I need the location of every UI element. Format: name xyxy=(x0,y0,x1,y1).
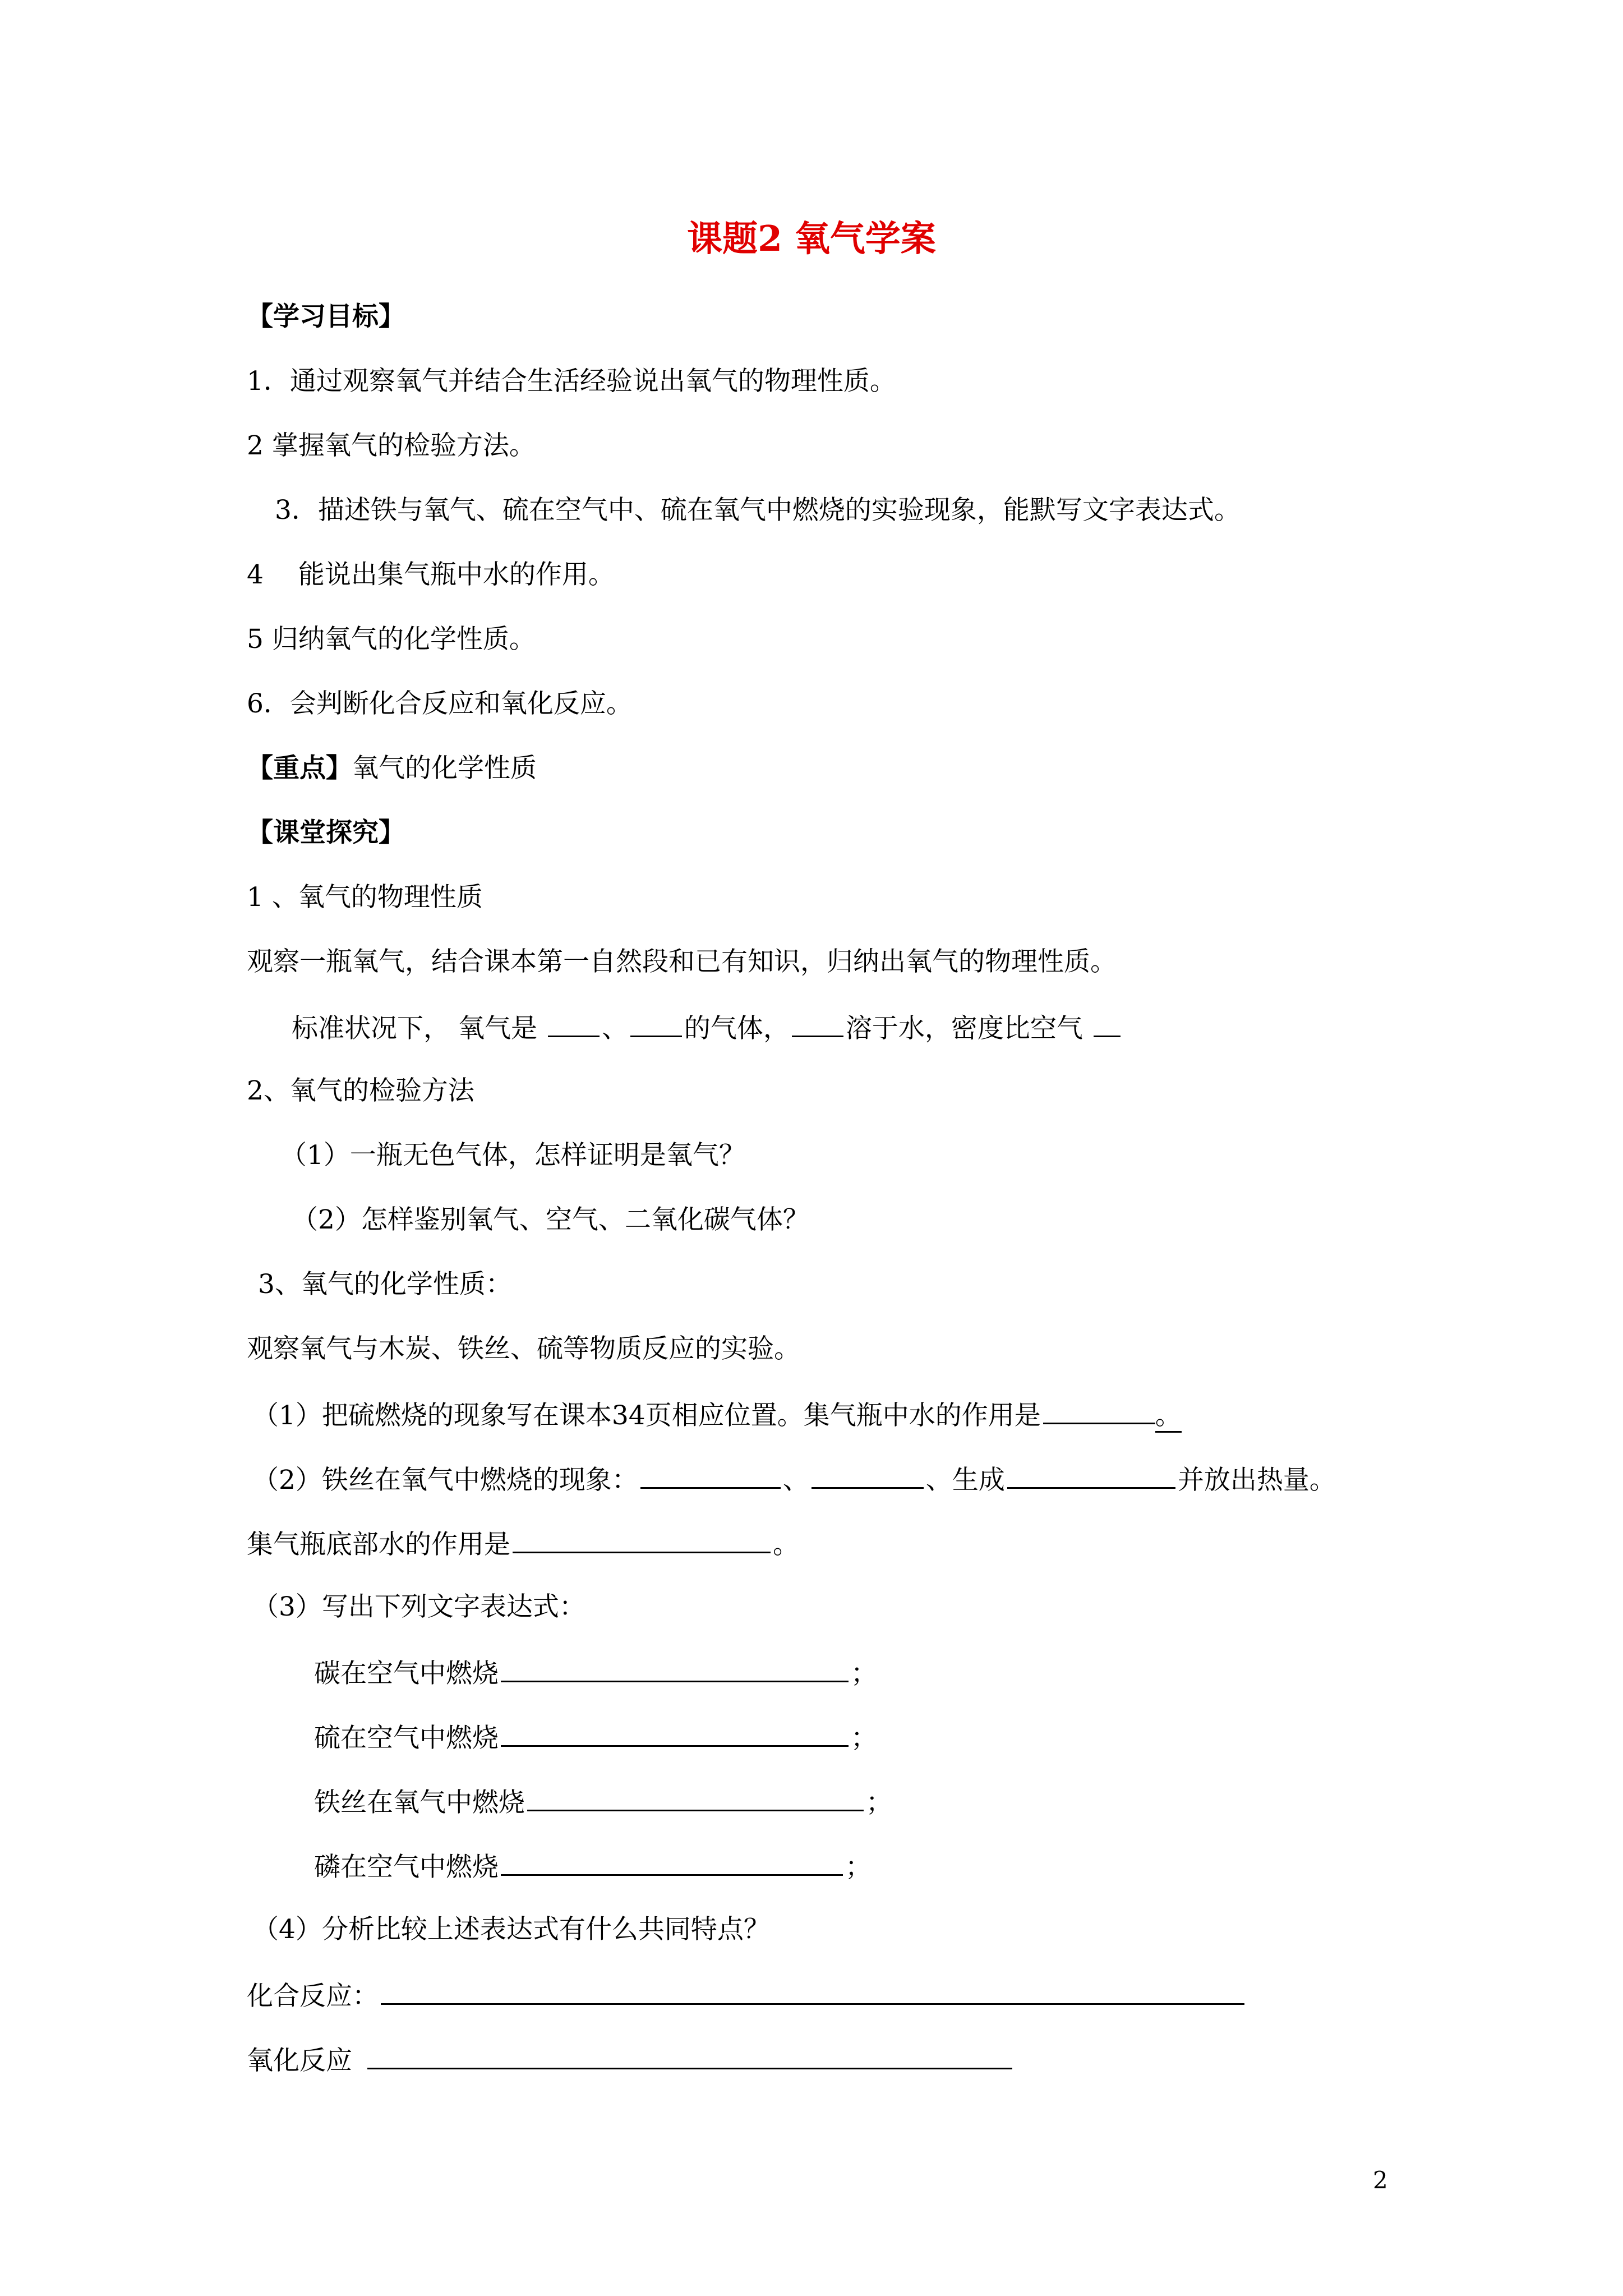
section-1-text: 观察一瓶氧气，结合课本第一自然段和已有知识，归纳出氧气的物理性质。 xyxy=(247,946,1117,977)
equation-label: 铁丝在氧气中燃烧 xyxy=(314,1787,525,1818)
answer-blank[interactable] xyxy=(792,1010,843,1037)
section-3-question-1 xyxy=(252,1397,1182,1433)
answer-blank[interactable] xyxy=(548,1010,600,1037)
equation-end: ； xyxy=(866,1787,892,1818)
question-text: 集气瓶底部水的作用是 xyxy=(247,1529,510,1560)
page-number: 2 xyxy=(1373,2166,1388,2194)
fill-text: 的气体， xyxy=(684,1013,790,1044)
objective-item-6: 6．会判断化合反应和氧化反应。 xyxy=(247,688,633,719)
section-3-title: 3、氧气的化学性质： xyxy=(258,1269,512,1300)
fill-text: 标准状况下， 氧气是 xyxy=(292,1013,537,1044)
oxidation-label: 氧化反应 xyxy=(247,2045,352,2076)
answer-blank[interactable] xyxy=(381,1977,1244,2005)
key-point-text: 氧气的化学性质 xyxy=(352,753,537,784)
answer-blank[interactable] xyxy=(1094,1010,1121,1037)
oxidation-reaction xyxy=(247,2042,1015,2078)
equation-sulfur xyxy=(314,1719,877,1755)
question-text: （2）铁丝在氧气中燃烧的现象： xyxy=(252,1465,638,1496)
section-2-title: 2、氧气的检验方法 xyxy=(247,1075,474,1106)
fill-text: 、 xyxy=(601,1013,628,1044)
answer-blank[interactable] xyxy=(640,1461,781,1489)
answer-blank[interactable] xyxy=(501,1848,843,1876)
section-3-question-3: （3）写出下列文字表达式： xyxy=(252,1591,585,1622)
question-end: 。 xyxy=(773,1529,799,1560)
section-3-question-4: （4）分析比较上述表达式有什么共同特点？ xyxy=(252,1914,770,1945)
section-3-question-2 xyxy=(252,1461,1336,1497)
answer-blank[interactable] xyxy=(367,2042,1012,2069)
answer-blank[interactable] xyxy=(630,1010,682,1037)
objective-item-1: 1．通过观察氧气并结合生活经验说出氧气的物理性质。 xyxy=(247,366,896,397)
answer-blank[interactable] xyxy=(811,1461,924,1489)
objective-item-3: 3．描述铁与氧气、硫在空气中、硫在氧气中燃烧的实验现象，能默写文字表达式。 xyxy=(275,495,1241,526)
answer-blank[interactable] xyxy=(1007,1461,1175,1489)
objective-item-5: 5 归纳氧气的化学性质。 xyxy=(247,624,536,655)
question-sep: 、生成 xyxy=(925,1465,1005,1496)
equation-end: ； xyxy=(845,1852,872,1883)
page-title: 课题2 氧气学案 xyxy=(687,218,936,259)
equation-phosphorus xyxy=(314,1848,872,1884)
objective-item-2: 2 掌握氧气的检验方法。 xyxy=(247,430,536,461)
question-text: （1）把硫燃烧的现象写在课本34页相应位置。集气瓶中水的作用是 xyxy=(252,1400,1041,1431)
answer-blank[interactable] xyxy=(501,1655,849,1682)
answer-blank[interactable] xyxy=(1043,1397,1155,1424)
equation-label: 硫在空气中燃烧 xyxy=(314,1723,499,1754)
combination-label: 化合反应： xyxy=(247,1981,379,2012)
equation-carbon xyxy=(314,1655,877,1691)
objective-item-4: 4 能说出集气瓶中水的作用。 xyxy=(247,559,615,590)
equation-label: 碳在空气中燃烧 xyxy=(314,1658,499,1689)
question-end: 。 xyxy=(1155,1400,1182,1433)
answer-blank[interactable] xyxy=(513,1526,771,1553)
section-3-question-2b xyxy=(247,1526,799,1562)
key-point xyxy=(247,752,537,785)
section-1-fill xyxy=(292,1010,1123,1046)
equation-iron xyxy=(314,1784,892,1820)
question-sep: 、 xyxy=(782,1465,809,1496)
answer-blank[interactable] xyxy=(527,1784,864,1811)
section-2-question-2: （2）怎样鉴别氧气、空气、二氧化碳气体？ xyxy=(292,1204,809,1235)
key-point-label: 【重点】 xyxy=(247,753,352,784)
fill-text: 溶于水，密度比空气 xyxy=(845,1013,1083,1044)
question-end: 并放出热量。 xyxy=(1177,1465,1336,1496)
section-1-title: 1 、氧气的物理性质 xyxy=(247,882,483,913)
combination-reaction xyxy=(247,1977,1247,2013)
inquiry-heading: 【课堂探究】 xyxy=(247,817,405,848)
equation-label: 磷在空气中燃烧 xyxy=(314,1852,499,1883)
answer-blank[interactable] xyxy=(501,1719,849,1747)
objectives-heading: 【学习目标】 xyxy=(247,301,405,332)
section-2-question-1: （1）一瓶无色气体，怎样证明是氧气？ xyxy=(280,1140,745,1171)
section-3-text: 观察氧气与木炭、铁丝、硫等物质反应的实验。 xyxy=(247,1333,800,1364)
equation-end: ； xyxy=(851,1723,877,1754)
equation-end: ； xyxy=(851,1658,877,1689)
